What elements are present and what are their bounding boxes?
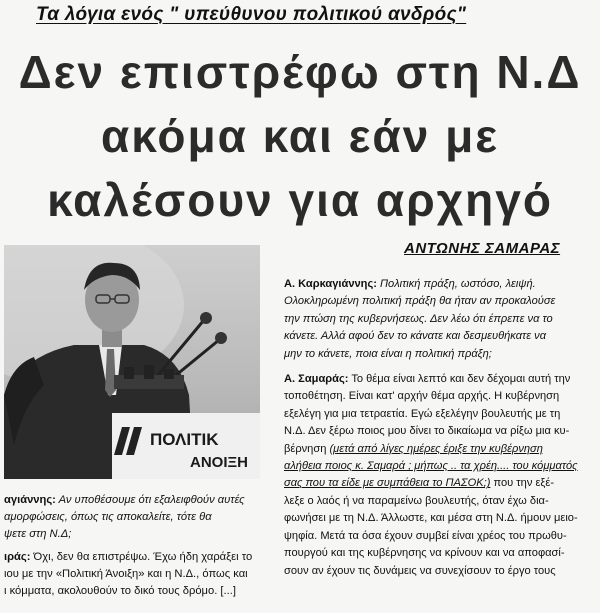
speaker-name: Α. Σαμαράς: bbox=[284, 373, 349, 386]
article-kicker: Τα λόγια ενός " υπεύθυνου πολιτικού ανδρός" bbox=[36, 4, 467, 25]
article-photo bbox=[4, 245, 260, 479]
question-text: Αν υποθέσουμε ότι εξαλειφθούν αυτές bbox=[55, 494, 245, 506]
answer-text: Το θέμα είναι λεπτό και δεν δέχομαι αυτή την bbox=[351, 373, 571, 386]
article-byline: ΑΝΤΩΝΗΣ ΣΑΜΑΡΑΣ bbox=[404, 240, 561, 257]
answer-text: που την εξέ- bbox=[490, 477, 555, 490]
podium-text: ΠΟΛΙΤΙΚ bbox=[150, 430, 219, 449]
answer-text: Όχι, δεν θα επιστρέψω. Έχω ήδη χαράξει το bbox=[30, 551, 253, 563]
question-paragraph bbox=[284, 276, 596, 363]
question-text: Ολοκληρωμένη πολιτική πράξη θα ήταν αν προκαλούσε bbox=[284, 295, 556, 308]
right-column-text bbox=[284, 276, 596, 588]
answer-text: βέρνηση bbox=[284, 442, 330, 455]
headline-line: ακόμα και εάν με bbox=[100, 110, 500, 162]
editorial-note: αλήθεια ποιος κ. Σαμαρά ; μήπως .. τα χρέη.... του κόμματός bbox=[284, 460, 578, 473]
headline-line: καλέσουν για αρχηγό bbox=[47, 174, 553, 226]
question-text: την πτώση της κυβερνήσεως. Δεν λέω ότι έπρεπε να το bbox=[284, 312, 553, 325]
editorial-note: σας που τα είδε με συμπάθεια το ΠΑΣΟΚ;) bbox=[284, 477, 491, 490]
answer-text: τοποθέτηση. Είναι κατ' αρχήν θέμα αρχής. Η κυβέρνηση bbox=[284, 390, 560, 403]
answer-text: φωνήσει με τη Ν.Δ. Άλλωστε, και μέσα στη Ν.Δ. ήμουν μειο- bbox=[284, 512, 578, 525]
answer-text: ι κόμματα, ακολουθούν το δικό τους δρόμο. [...] bbox=[4, 585, 236, 597]
headline-line: Δεν επιστρέφω στη Ν.Δ bbox=[18, 46, 582, 98]
speaker-name: ιράς: bbox=[4, 551, 31, 563]
question-text: Πολιτική πράξη, ωστόσο, λειψή. bbox=[380, 278, 536, 290]
answer-text: ψηφία. Μετά τα όσα έχουν συμβεί είναι χρέος του πρωθυ- bbox=[284, 529, 567, 542]
question-text: κάνετε. Αλλά αφού δεν το κάνατε και δεσμευθήκατε να bbox=[284, 330, 547, 343]
speaker-name: αγιάννης: bbox=[4, 494, 56, 506]
question-text: μην το κάνετε, ποια είναι η πολιτική πράξη; bbox=[284, 347, 492, 360]
answer-text: εξελέγη για μια τετραετία. Εγώ εξελέγην βουλευτής με τη bbox=[284, 407, 561, 420]
podium-text: ΑΝΟΙΞΗ bbox=[190, 454, 248, 471]
answer-paragraph bbox=[284, 371, 596, 580]
answer-text: σουν αν έχουν τις δυνάμεις να συνεχίσουν το έργο τους bbox=[284, 564, 556, 577]
answer-text: Ν.Δ. Δεν ξέρω ποιος μου δίνει το δικαίωμα να ρίξω μια κυ- bbox=[284, 425, 570, 438]
answer-text: πουργού και της κυβέρνησης να κρίνουν και να αποφασί- bbox=[284, 547, 565, 560]
article-headline bbox=[0, 40, 600, 232]
editorial-note: (μετά από λίγες ημέρες έριξε την κυβέρνηση bbox=[329, 442, 543, 455]
speaker-name: Α. Καρκαγιάννης: bbox=[284, 278, 377, 290]
question-text: ψετε στη Ν.Δ; bbox=[4, 528, 72, 540]
question-text: αμορφώσεις, όπως τις αποκαλείτε, τότε θα bbox=[4, 511, 212, 523]
answer-text: ιου με την «Πολιτική Άνοιξη» και η Ν.Δ., όπως και bbox=[4, 568, 248, 580]
left-column-text bbox=[4, 492, 266, 600]
answer-text: λεξε ο λαός ή να παραμείνω βουλευτής, όταν έχω δια- bbox=[284, 494, 549, 507]
